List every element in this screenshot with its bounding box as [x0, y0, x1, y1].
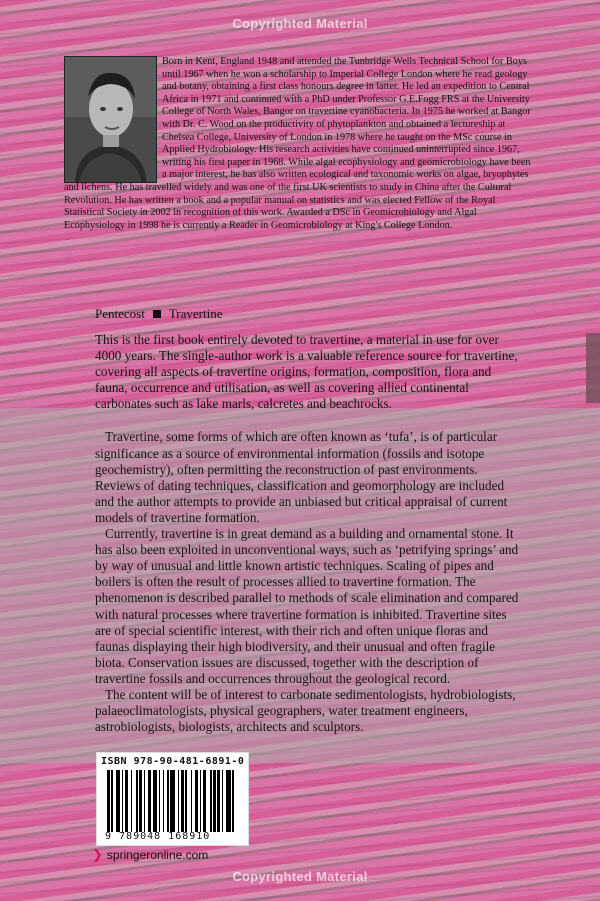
book-heading — [95, 306, 223, 322]
description-lead: This is the first book entirely devoted to travertine, a material in use for over 4000 years. The single-author work is a valuable reference source for travertine, covering all aspects of travertine origins, formation, composition, flora and fauna, occurrence and utilisation, as well as covering allied continental carbonates such as lake marls, calcretes and beachrocks. — [95, 332, 518, 412]
isbn-label: ISBN 978-90-481-6891-0 — [101, 756, 245, 767]
description-paragraph-1: Travertine, some forms of which are often known as ‘tufa’, is of particular significance as a source of environmental information (fossils and isotope geochemistry), often permitting the reconstruction of past environments. Reviews of dating techniques, classification and geomorphology are included and the author attempts to provide an unbiased but critical appraisal of current models of travertine formation. — [95, 429, 508, 525]
description-paragraph-3: The content will be of interest to carbonate sedimentologists, hydrobiologists, palaeoclimatologists, physical geographers, water treatment engineers, astrobiologists, biologists, architects and sculptors. — [95, 686, 516, 735]
book-description — [95, 332, 520, 735]
publisher-website[interactable] — [92, 847, 208, 863]
isbn-barcode — [96, 752, 249, 846]
author-bio-text: Born in Kent, England 1948 and attended the Tunbridge Wells Technical School for Boys until 1967 when he won a scholarship to Imperial College London where he read geology and botany, obtaining a first class honours degree in latter. He led an expedition to Central Africa in 1971 and continued with a PhD under Professor G.E.Fogg FRS at the University College of North Wales, Bangor on travertine cyanobacteria. In 1975 he worked at Bangor with Dr. C. Wood on the productivity of phytoplankton and obtained a lectureship at Chelsea College, University of London in 1978 where he taught on the MSc course in Applied Hydrobiology. His research activities have continued uninterrupted since 1967, writing his first paper in 1968. While algal ecophysiology and geomicrobiology have been a major interest, he has also written ecological and taxonomic works on algae, bryophytes and lichens. He has travelled widely and was one of the first UK scientists to study in China after the Cultural Revolution. He has written a book and a popular manual on statistics and was elected Fellow of the Royal Statistical Society in 2002 in recognition of this work. Awarded a DSc in Geomicrobiology and Algal Ecophysiology in 1998 he is currently a Reader in Geomicrobiology at King's College London. — [64, 56, 531, 231]
description-paragraph-2: Currently, travertine is in great demand as a building and ornamental stone. It has also been exploited in unconventional ways, such as ‘petrifying springs’ and by way of unusual and little known artistic techniques. Scaling of pipes and boilers is often the result of processes allied to travertine formation. The phenomenon is described parallel to methods of scale elimination and compared with natural processes where travertine formation is inhibited. Travertine sites are of special scientific interest, with their rich and often unique floras and faunas displaying their high biodiversity, and their unusual and often fragile biota. Conservation issues are discussed, together with the description of travertine fossils and occurrences throughout the geological record. — [95, 526, 519, 686]
book-title: Travertine — [168, 306, 223, 321]
barcode-bars — [107, 770, 237, 832]
watermark-top: Copyrighted Material — [232, 16, 368, 31]
chevron-right-icon: ❯ — [92, 847, 103, 862]
author-bio — [64, 56, 534, 232]
side-mark — [586, 333, 600, 403]
watermark-bottom: Copyrighted Material — [232, 869, 368, 884]
separator-square — [153, 310, 161, 318]
author-name: Pentecost — [95, 306, 145, 321]
website-link[interactable]: springeronline.com — [106, 848, 209, 862]
isbn-digits: 9 789048 168910 — [105, 831, 211, 842]
barcode-bar — [234, 770, 237, 832]
